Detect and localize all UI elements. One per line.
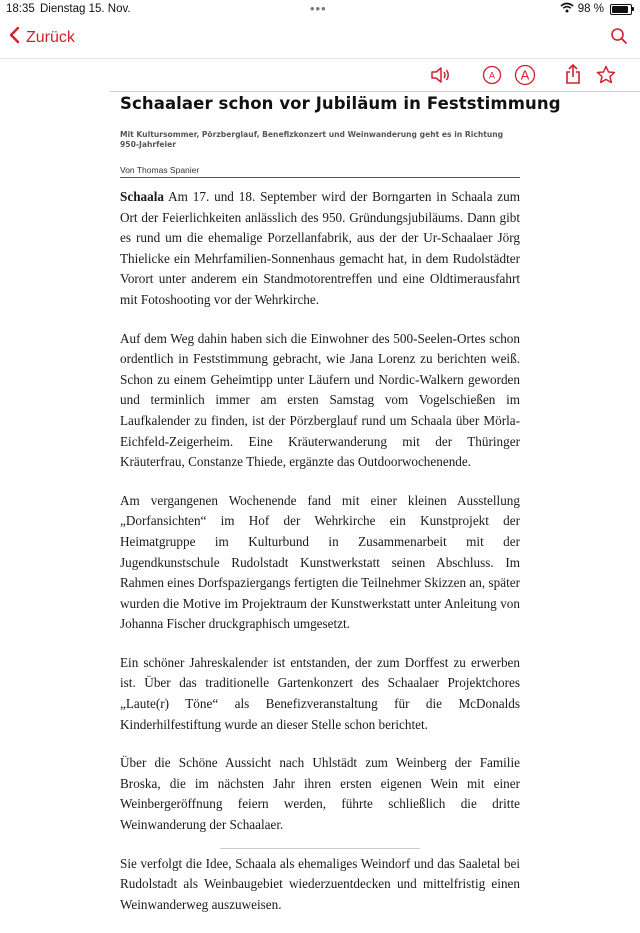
font-small-icon[interactable] xyxy=(482,65,502,90)
article-paragraph: Am vergangenen Wochenende fand mit einer kleinen Ausstellung „Dorfansichten“ im Hof der Wehrkirche ein Kunstprojekt der Heimatgruppe im Kulturbund in Zusammenarbeit mit der Jugendkunstschule Rudolstadt Kunstwerkstatt seinen Abschluss. Im Rahmen eines Dorfspaziergangs fertigten die Teilnehmer Skizzen an, später wurden die Motive im Projektraum der Kunstwerkstatt unter Anleitung von Johanna Fischer druckgraphisch umgesetzt. xyxy=(120,492,520,632)
battery-icon xyxy=(610,4,632,15)
article-paragraph: Auf dem Weg dahin haben sich die Einwohner des 500-Seelen-Ortes schon ordentlich in Feststimmung gebracht, wie Jana Lorenz zu berichten weiß. Schon zu einem Geheimtipp unter Läufern und Nordic-Walkern geworden und terminlich immer am ersten Samstag vom Vogelschießen im Laufkalender zu finden, ist der Pörzberglauf rund um Schaala über Mörla-Eichfeld-Zeigerheim. Eine Kräuterwanderung mit der Thüringer Kräuterfrau, Constanze Thiede, ergänzte das Outdoorwochenende. xyxy=(120,330,520,470)
back-label: Zurück xyxy=(26,28,75,46)
battery-fill xyxy=(612,6,628,13)
font-large-icon[interactable] xyxy=(514,64,536,91)
star-icon[interactable] xyxy=(596,65,616,89)
font-small-label: A xyxy=(488,70,496,81)
dateline: Schaala xyxy=(120,189,164,204)
back-button[interactable] xyxy=(8,26,75,49)
article-subline: Mit Kultursommer, Pörzberglauf, Benefizkonzert und Weinwanderung geht es in Richtung 950-Jahrfeier xyxy=(120,130,504,149)
status-time: 18:35 xyxy=(6,3,35,15)
article-paragraph: Ein schöner Jahreskalender ist entstanden, der zum Dorffest zu erwerben ist. Über das traditionelle Gartenkonzert des Schaalaer Projektchores „Laute(r) Töne“ als Benefizveranstaltung für die McDonalds Kinderhilfestiftung wurde an dieser Stelle schon berichtet. xyxy=(120,654,520,732)
speaker-icon[interactable] xyxy=(430,66,452,89)
article-body xyxy=(120,187,520,933)
status-bar xyxy=(0,0,640,20)
font-large-label: A xyxy=(520,67,530,83)
article-author: Von Thomas Spanier xyxy=(120,165,200,175)
nav-bar xyxy=(0,20,640,59)
article-headline: Schaalaer schon vor Jubiläum in Feststimmung xyxy=(120,94,561,113)
share-icon[interactable] xyxy=(564,63,582,90)
battery-percent: 98 % xyxy=(577,3,604,15)
article-toolbar xyxy=(0,60,640,92)
chevron-left-icon xyxy=(8,26,20,49)
paragraph-text: Am 17. und 18. September wird der Borngarten in Schaala zum Ort der Feierlichkeiten anlässlich des 950. Gründungsjubiläums. Dann gibt es rund um die ehemalige Porzellanfabrik, aus der der Ur-Schaalaer Jörg Thielicke ein Mehrfamilien-Sonnenhaus gemacht hat, in dem Rudolstädter Vorort unter anderem ein Standmotorentreffen und eine Oldtimerausfahrt mit Fotoshooting vor der Wehrkirche. xyxy=(120,189,520,307)
status-right xyxy=(560,2,632,16)
article-paragraph: Über die Schöne Aussicht nach Uhlstädt zum Weinberg der Familie Broska, die im nächsten Jahr ihren ersten eigenen Wein mit einer Weinbergeröffnung feiern werden, führte schließlich die dritte Weinwanderung der Schaalaer. xyxy=(120,755,520,833)
article-paragraph xyxy=(120,187,520,311)
page-end-divider xyxy=(220,848,420,849)
toolbar-divider xyxy=(110,91,640,92)
status-date: Dienstag 15. Nov. xyxy=(40,3,131,15)
article-paragraph: Sie verfolgt die Idee, Schaala als ehemaliges Weindorf und das Saaletal bei Rudolstadt als Weinbaugebiet wiederzuentdecken und mittelfristig einen Weinwanderweg auszuweisen. xyxy=(120,855,520,912)
author-divider xyxy=(120,177,520,178)
multitasking-dots-icon[interactable]: ••• xyxy=(310,1,327,16)
search-icon[interactable] xyxy=(610,27,628,50)
wifi-icon xyxy=(560,2,574,16)
